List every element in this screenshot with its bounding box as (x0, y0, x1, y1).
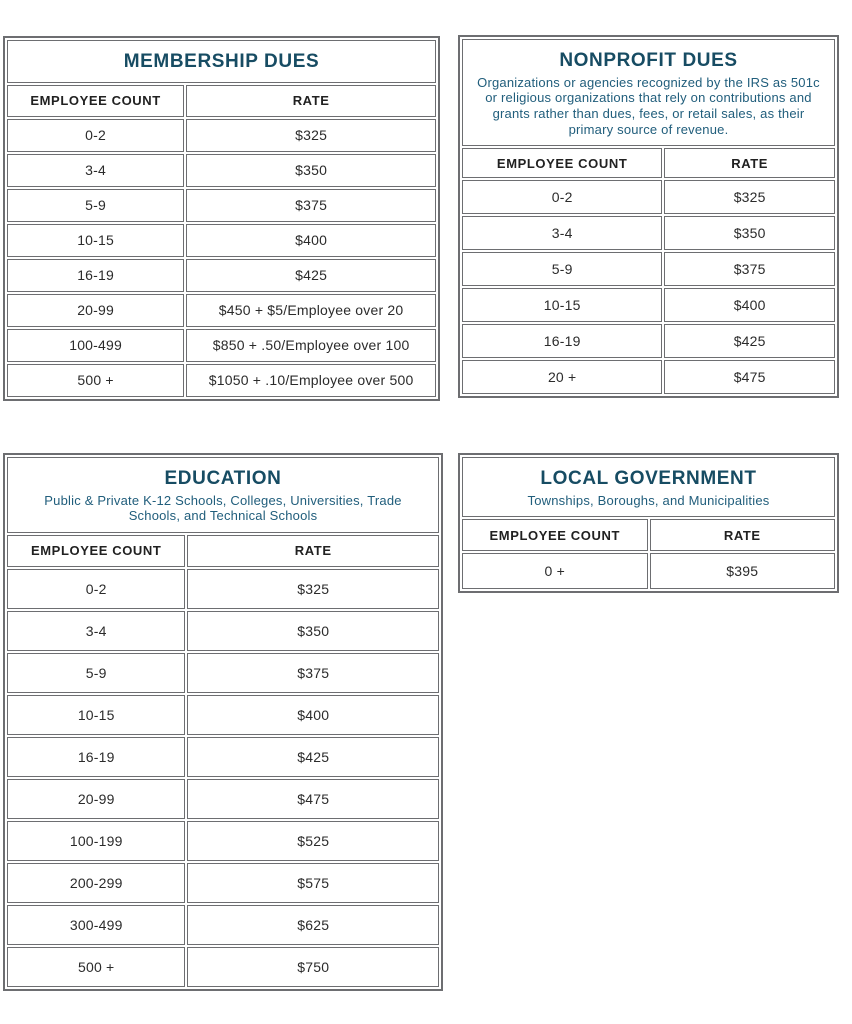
table-cell: 500 + (7, 364, 184, 397)
table-row (7, 779, 439, 819)
column-header-employee-count: EMPLOYEE COUNT (7, 535, 185, 567)
title-cell (7, 457, 439, 533)
title-cell (7, 40, 436, 83)
table-cell: 3-4 (462, 216, 662, 250)
title-row (7, 40, 436, 83)
table-row (7, 294, 436, 327)
table-cell: 20-99 (7, 294, 184, 327)
column-header-rate: RATE (650, 519, 836, 551)
table-cell: $400 (186, 224, 436, 257)
table-cell: $475 (187, 779, 439, 819)
header-row (7, 85, 436, 117)
table-row (7, 329, 436, 362)
table-description: Public & Private K-12 Schools, Colleges, Universities, Trade Schools, and Technical Schools (44, 492, 402, 524)
table-row (7, 364, 436, 397)
header-row (7, 535, 439, 567)
table-cell: 0-2 (462, 180, 662, 214)
table-cell: 16-19 (462, 324, 662, 358)
table-row (7, 737, 439, 777)
table-cell: $425 (186, 259, 436, 292)
table-row (7, 863, 439, 903)
table-cell: 5-9 (462, 252, 662, 286)
nonprofit-dues-table (458, 35, 839, 398)
education-dues-table (3, 453, 443, 991)
table-cell: $325 (664, 180, 835, 214)
table-row (7, 611, 439, 651)
table-cell: $450 + $5/Employee over 20 (186, 294, 436, 327)
table-cell: 10-15 (462, 288, 662, 322)
table-cell: 10-15 (7, 224, 184, 257)
table-row (462, 360, 835, 394)
column-header-employee-count: EMPLOYEE COUNT (462, 519, 648, 551)
table-cell: 10-15 (7, 695, 185, 735)
table-cell: 300-499 (7, 905, 185, 945)
table-cell: $325 (186, 119, 436, 152)
table-cell: 3-4 (7, 154, 184, 187)
table-cell: 3-4 (7, 611, 185, 651)
table-row (462, 553, 835, 589)
table-cell: 5-9 (7, 189, 184, 222)
table-row (7, 259, 436, 292)
table-row (7, 653, 439, 693)
column-header-employee-count: EMPLOYEE COUNT (462, 148, 662, 178)
table-cell: $375 (186, 189, 436, 222)
dues-table (458, 35, 839, 398)
table-row (462, 252, 835, 286)
table-row (7, 947, 439, 987)
table-cell: 100-499 (7, 329, 184, 362)
table-cell: 0 + (462, 553, 648, 589)
table-row (462, 180, 835, 214)
dues-table (458, 453, 839, 593)
table-cell: 500 + (7, 947, 185, 987)
title-cell (462, 39, 835, 146)
table-cell: $525 (187, 821, 439, 861)
table-row (7, 821, 439, 861)
table-row (7, 119, 436, 152)
table-row (462, 288, 835, 322)
table-title: EDUCATION (164, 468, 282, 489)
table-cell: $425 (187, 737, 439, 777)
table-cell: 20-99 (7, 779, 185, 819)
table-row (462, 216, 835, 250)
column-header-employee-count: EMPLOYEE COUNT (7, 85, 184, 117)
table-cell: 16-19 (7, 259, 184, 292)
table-row (462, 324, 835, 358)
dues-table (3, 36, 440, 401)
table-cell: 200-299 (7, 863, 185, 903)
membership-dues-table (3, 36, 440, 401)
table-cell: $350 (187, 611, 439, 651)
table-cell: $575 (187, 863, 439, 903)
table-title: LOCAL GOVERNMENT (540, 468, 757, 489)
column-header-rate: RATE (186, 85, 436, 117)
table-row (7, 224, 436, 257)
table-description: Organizations or agencies recognized by the IRS as 501c or religious organizations that rely on contributions and grants rather than dues, fees, or retail sales, as their primary source of revenue. (477, 74, 820, 137)
table-cell: $750 (187, 947, 439, 987)
table-cell: $375 (664, 252, 835, 286)
table-title: NONPROFIT DUES (559, 50, 738, 71)
header-row (462, 519, 835, 551)
table-cell: 16-19 (7, 737, 185, 777)
table-row (7, 905, 439, 945)
header-row (462, 148, 835, 178)
table-cell: $325 (187, 569, 439, 609)
table-row (7, 695, 439, 735)
table-cell: $475 (664, 360, 835, 394)
table-row (7, 189, 436, 222)
table-cell: $375 (187, 653, 439, 693)
table-cell: $350 (664, 216, 835, 250)
table-cell: 100-199 (7, 821, 185, 861)
title-row (462, 457, 835, 517)
column-header-rate: RATE (664, 148, 835, 178)
table-cell: $350 (186, 154, 436, 187)
table-cell: $1050 + .10/Employee over 500 (186, 364, 436, 397)
table-cell: $400 (664, 288, 835, 322)
table-row (7, 569, 439, 609)
table-description: Townships, Boroughs, and Municipalities (527, 492, 770, 508)
table-cell: 0-2 (7, 119, 184, 152)
table-cell: 5-9 (7, 653, 185, 693)
local-government-dues-table (458, 453, 839, 593)
title-cell (462, 457, 835, 517)
table-cell: 0-2 (7, 569, 185, 609)
title-row (7, 457, 439, 533)
title-row (462, 39, 835, 146)
column-header-rate: RATE (187, 535, 439, 567)
table-row (7, 154, 436, 187)
table-cell: $395 (650, 553, 836, 589)
table-cell: $400 (187, 695, 439, 735)
table-title: MEMBERSHIP DUES (123, 51, 320, 72)
table-cell: 20 + (462, 360, 662, 394)
table-cell: $425 (664, 324, 835, 358)
table-cell: $625 (187, 905, 439, 945)
table-cell: $850 + .50/Employee over 100 (186, 329, 436, 362)
dues-table (3, 453, 443, 991)
